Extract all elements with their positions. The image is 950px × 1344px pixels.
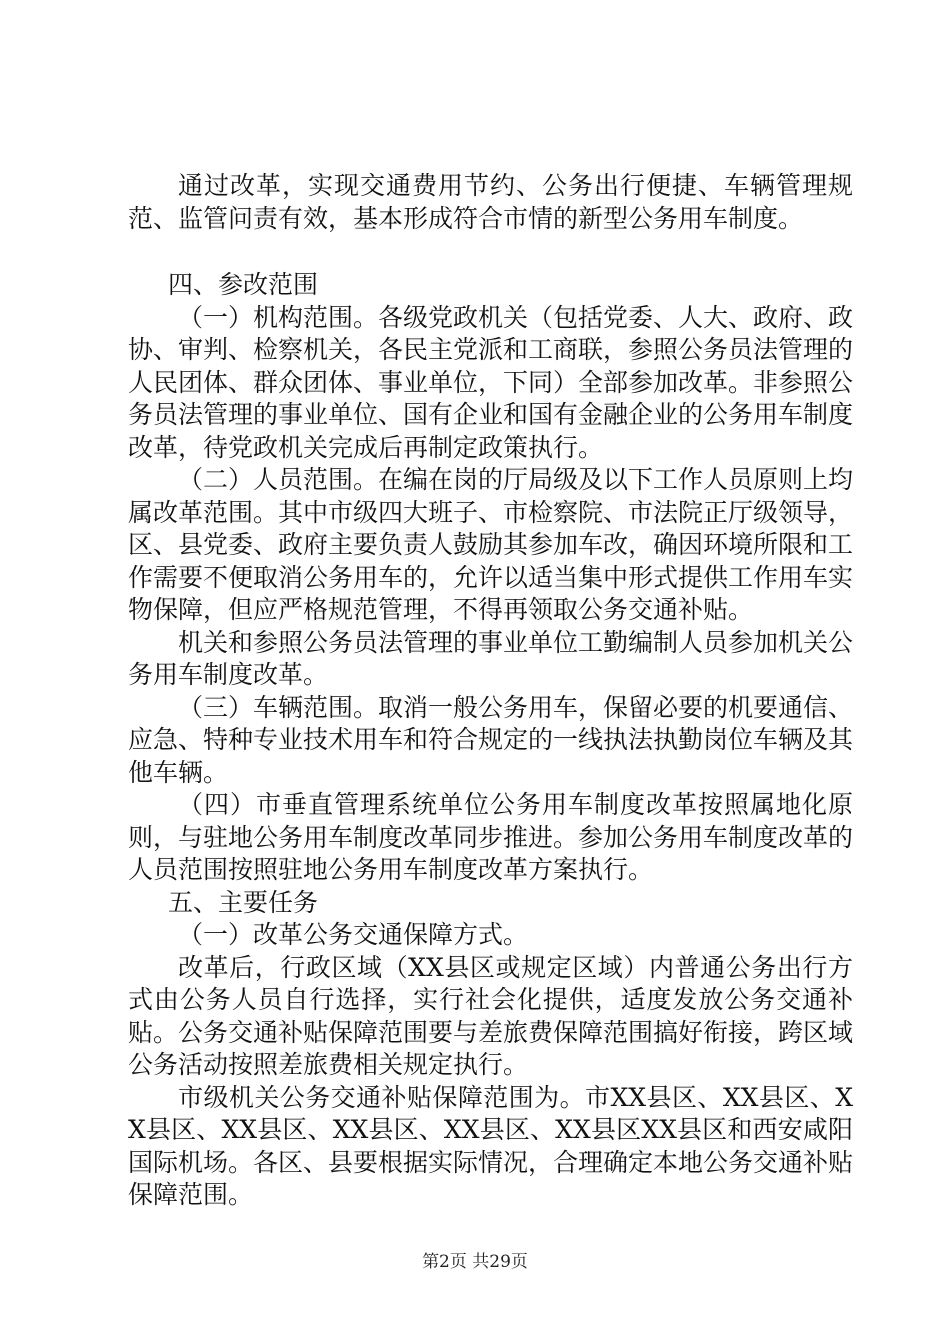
page-number-footer: 第2页 共29页 [422,1252,528,1272]
subheading-transport-guarantee: （一）改革公务交通保障方式。 [178,920,529,949]
paragraph-subsidy-range: 市级机关公务交通补贴保障范围为。市XX县区、XX县区、XX县区、XX县区、XX县区、XX县区、XX县区XX县区和西安咸阳国际机场。各区、县要根据实际情况，合理确定本地公务交通补贴保障范围。 [128,1082,854,1209]
paragraph-after-reform: 改革后，行政区域（XX县区或规定区域）内普通公务出行方式由公务人员自行选择，实行社会化提供，适度发放公务交通补贴。公务交通补贴保障范围要与差旅费保障范围搞好衔接，跨区域公务活动按照差旅费相关规定执行。 [128,952,854,1079]
section-heading-scope: 四、参改范围 [168,270,319,299]
paragraph-service-staff: 机关和参照公务员法管理的事业单位工勤编制人员参加机关公务用车制度改革。 [128,627,854,689]
paragraph-reform-goal: 通过改革，实现交通费用节约、公务出行便捷、车辆管理规范、监管问责有效，基本形成符合市情的新型公务用车制度。 [128,171,853,233]
section-heading-tasks: 五、主要任务 [168,887,319,917]
paragraph-gap [128,235,853,269]
paragraph-vertical-management: （四）市垂直管理系统单位公务用车制度改革按照属地化原则，与驻地公务用车制度改革同步推进。参加公务用车制度改革的人员范围按照驻地公务用车制度改革方案执行。 [128,790,854,884]
paragraph-personnel-scope: （二）人员范围。在编在岗的厅局级及以下工作人员原则上均属改革范围。其中市级四大班子、市检察院、市法院正厅级领导，区、县党委、政府主要负责人鼓励其参加车改，确因环境所限和工作需要不便取消公务用车的，允许以适当集中形式提供工作用车实物保障，但应严格规范管理，不得再领取公务交通补贴。 [128,465,854,624]
document-body [128,170,853,1212]
paragraph-vehicle-scope: （三）车辆范围。取消一般公务用车，保留必要的机要通信、应急、特种专业技术用车和符合规定的一线执法执勤岗位车辆及其他车辆。 [128,692,854,787]
paragraph-institution-scope: （一）机构范围。各级党政机关（包括党委、人大、政府、政协、审判、检察机关，各民主党派和工商联，参照公务员法管理的人民团体、群众团体、事业单位，下同）全部参加改革。非参照公务员法管理的事业单位、国有企业和国有金融企业的公务用车制度改革，待党政机关完成后再制定政策执行。 [128,302,854,462]
